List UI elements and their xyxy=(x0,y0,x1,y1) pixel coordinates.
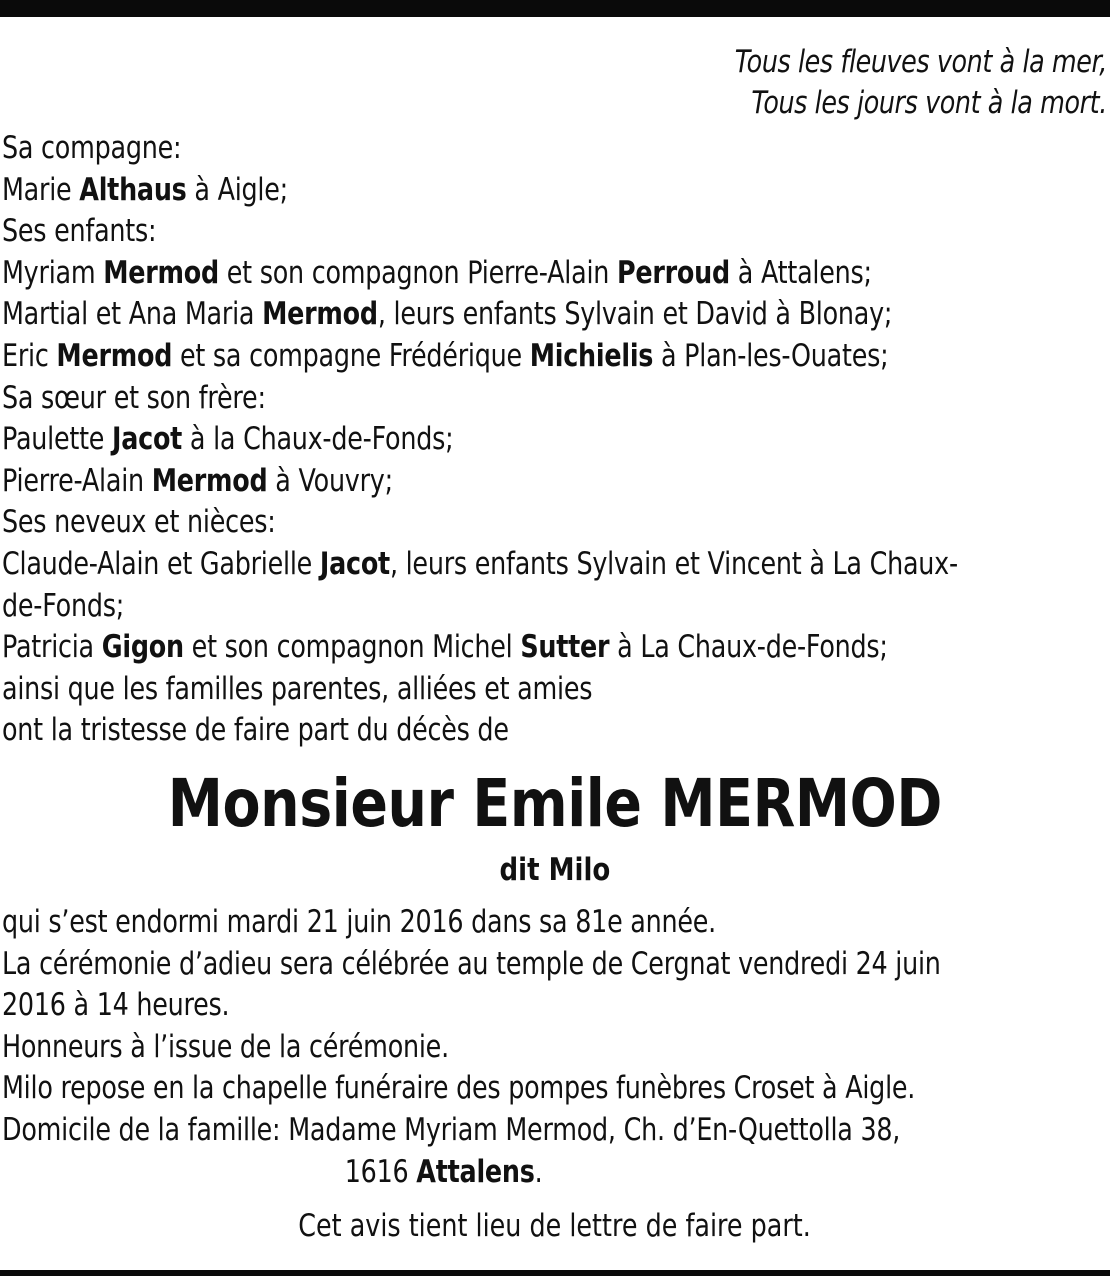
family-line xyxy=(2,710,1101,752)
text: qui s’est endormi mardi 21 juin 2016 dans sa 81e année. xyxy=(2,904,716,940)
bottom-rule xyxy=(0,1270,1110,1276)
text: Myriam xyxy=(2,254,104,291)
family-line xyxy=(2,294,1101,336)
family-line xyxy=(2,378,1101,420)
text: à Plan-les-Ouates; xyxy=(653,337,889,374)
surname: Perroud xyxy=(616,254,730,291)
text: La cérémonie d’adieu sera célébrée au temple de Cergnat vendredi 24 juin xyxy=(2,945,941,982)
text: Martial et Ana Maria xyxy=(2,296,263,333)
detail-line xyxy=(2,1152,1101,1194)
family-line xyxy=(2,170,1101,212)
surname: Mermod xyxy=(262,296,378,333)
top-rule xyxy=(0,0,1110,17)
surname: Althaus xyxy=(79,171,187,208)
closing-note xyxy=(0,1206,1110,1247)
text: Sa sœur et son frère: xyxy=(2,379,266,416)
epigraph xyxy=(735,42,1107,124)
text: Domicile de la famille: Madame Myriam Mermod, Ch. d’En-Quettolla 38, xyxy=(2,1111,901,1148)
family-line xyxy=(2,211,1101,253)
text: Ses neveux et nièces: xyxy=(2,504,276,541)
detail-line xyxy=(2,944,1101,986)
text: Sa compagne: xyxy=(2,130,182,166)
family-line xyxy=(2,544,1101,586)
deceased-name-text: Monsieur Emile MERMOD xyxy=(167,765,943,842)
text: Marie xyxy=(2,171,80,208)
text: Paulette xyxy=(2,421,113,458)
text: à Vouvry; xyxy=(267,462,393,499)
family-line xyxy=(2,669,1101,711)
surname: Gigon xyxy=(101,629,184,666)
family-line xyxy=(2,419,1101,461)
text: Claude-Alain et Gabrielle xyxy=(2,545,320,582)
family-line xyxy=(2,586,1101,628)
text: 1616 xyxy=(344,1153,417,1190)
text: Eric xyxy=(2,337,57,374)
ceremony-details xyxy=(2,902,1101,1193)
deceased-nickname-text: dit Milo xyxy=(499,852,611,888)
family-line xyxy=(2,502,1101,544)
text: à La Chaux-de-Fonds; xyxy=(609,629,888,666)
closing-note-text: Cet avis tient lieu de lettre de faire part. xyxy=(298,1208,812,1244)
text: , leurs enfants Sylvain et Vincent à La Chaux- xyxy=(389,545,958,582)
detail-line xyxy=(2,902,1101,944)
text: à Attalens; xyxy=(729,254,872,291)
family-line xyxy=(2,627,1101,669)
detail-line xyxy=(2,985,1101,1027)
surname: Michielis xyxy=(529,337,654,374)
detail-line xyxy=(2,1068,1101,1110)
detail-line xyxy=(2,1027,1101,1069)
family-line xyxy=(2,336,1101,378)
text: et son compagnon Michel xyxy=(183,629,521,666)
text: à Aigle; xyxy=(186,171,288,208)
text: à la Chaux-de-Fonds; xyxy=(182,421,454,458)
town: Attalens xyxy=(416,1153,535,1190)
surname: Mermod xyxy=(151,462,268,499)
text: et sa compagne Frédérique xyxy=(172,337,530,374)
family-line xyxy=(2,128,1101,170)
text: Patricia xyxy=(2,629,102,666)
family-line xyxy=(2,253,1101,295)
surname: Mermod xyxy=(103,254,219,291)
deceased-name xyxy=(0,766,1110,842)
surname: Mermod xyxy=(56,337,173,374)
family-line xyxy=(2,461,1101,503)
surname: Jacot xyxy=(319,545,390,582)
text: Honneurs à l’issue de la cérémonie. xyxy=(2,1028,449,1065)
epigraph-line-2: Tous les jours vont à la mort. xyxy=(751,85,1107,121)
text: Milo repose en la chapelle funéraire des pompes funèbres Croset à Aigle. xyxy=(2,1070,916,1107)
text: ont la tristesse de faire part du décès de xyxy=(2,712,509,749)
text: 2016 à 14 heures. xyxy=(2,987,230,1024)
text: Pierre-Alain xyxy=(2,462,152,499)
text: et son compagnon Pierre-Alain xyxy=(218,254,617,291)
text: , leurs enfants Sylvain et David à Blonay; xyxy=(377,296,893,333)
text: de-Fonds; xyxy=(2,587,125,624)
family-list xyxy=(2,128,1101,752)
surname: Sutter xyxy=(520,629,610,666)
deceased-nickname xyxy=(0,850,1110,890)
detail-line xyxy=(2,1110,1101,1152)
surname: Jacot xyxy=(112,421,183,458)
text: ainsi que les familles parentes, alliées et amies xyxy=(2,670,593,707)
epigraph-line-1: Tous les fleuves vont à la mer, xyxy=(734,44,1107,80)
text: Ses enfants: xyxy=(2,213,157,250)
text: . xyxy=(534,1153,543,1190)
